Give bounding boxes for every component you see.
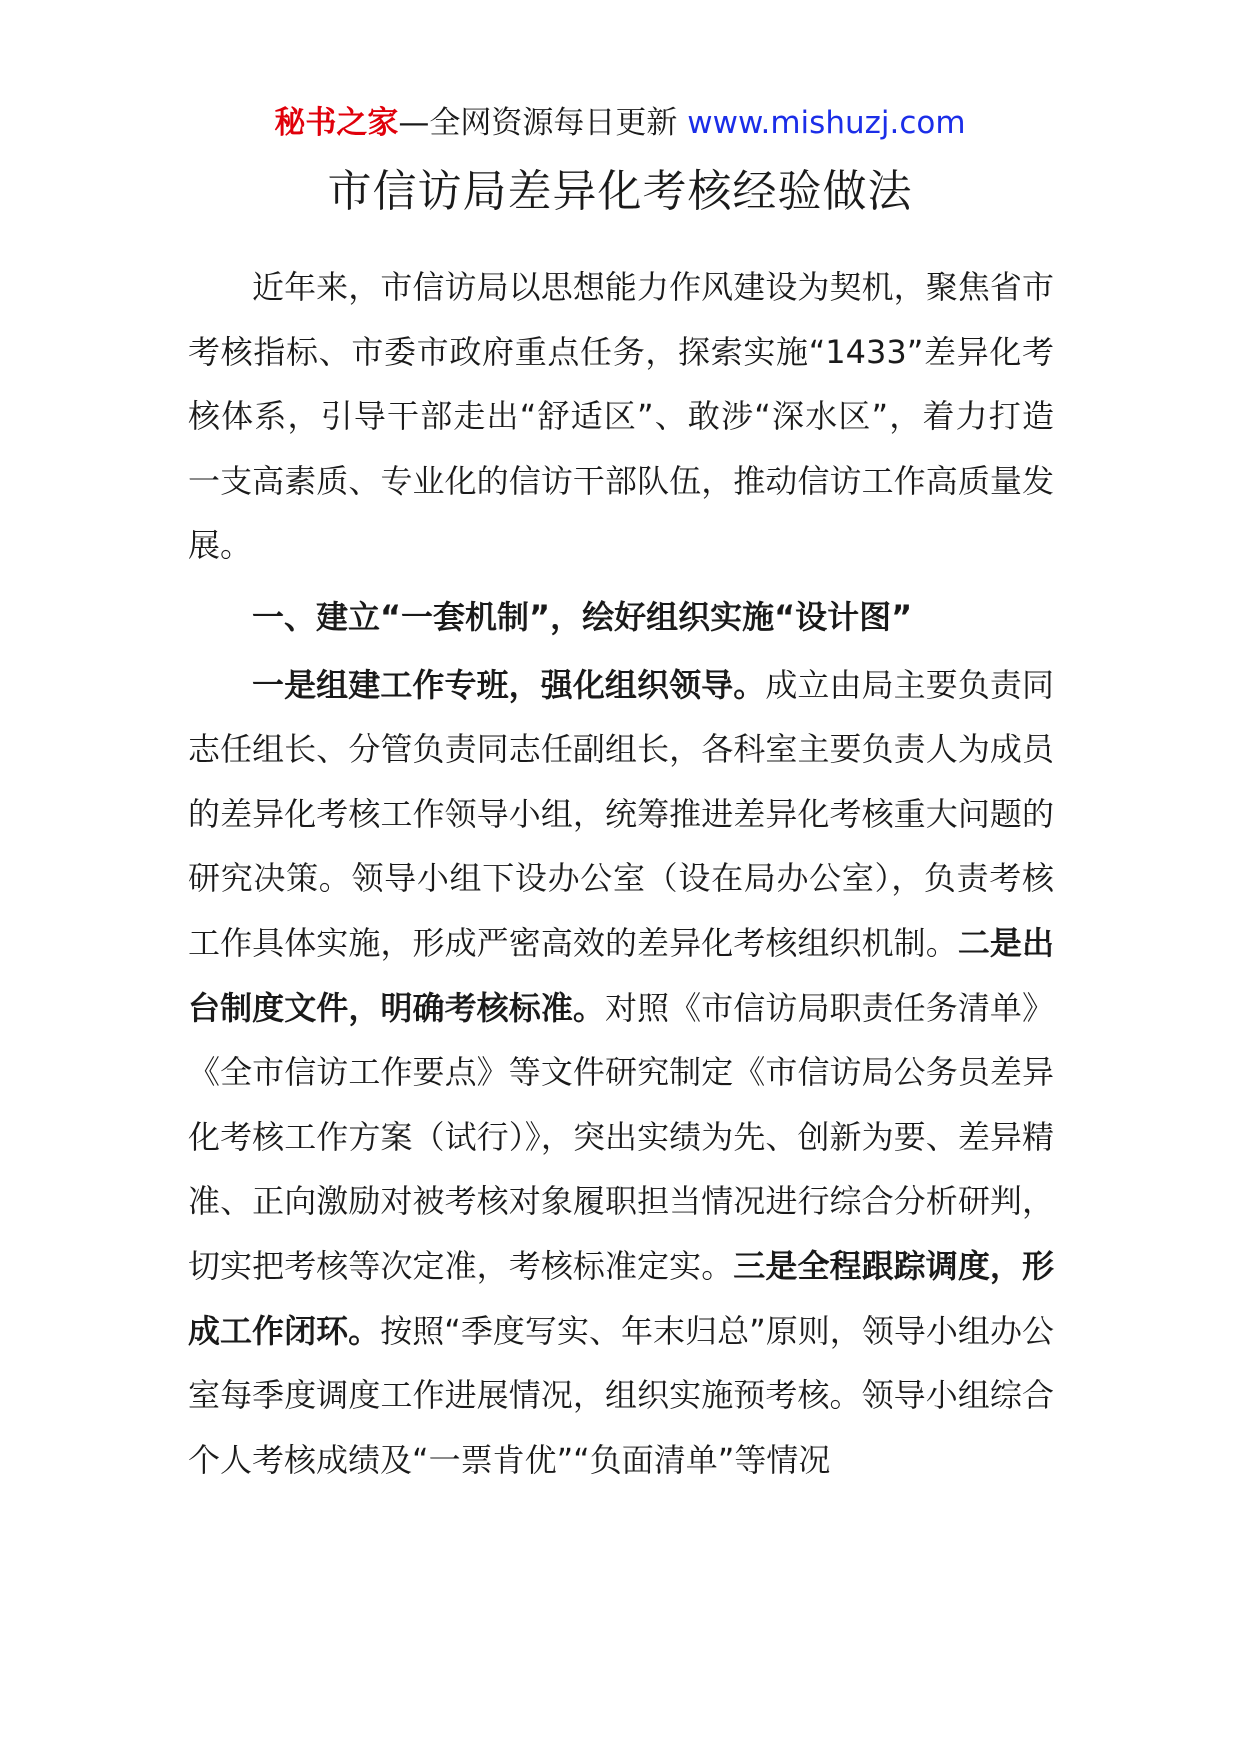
brand-name: 秘书之家 bbox=[274, 105, 399, 141]
document-body bbox=[188, 255, 1054, 1492]
point-text-3: 按照“季度写实、年末归总”原则，领导小组办公室每季度调度工作进展情况，组织实施预考核。领导小组综合个人考核成绩及“一票肯优”“负面清单”等情况 bbox=[188, 1311, 1054, 1479]
site-banner bbox=[0, 98, 1240, 148]
section-heading: 一、建立“一套机制”，绘好组织实施“设计图” bbox=[252, 597, 913, 636]
point-lead-1: 一是组建工作专班，强化组织领导。 bbox=[252, 665, 766, 704]
banner-slogan: —全网资源每日更新 bbox=[398, 105, 678, 141]
point-lead-3: 三是全程跟踪调度，形成工作闭环。 bbox=[188, 1246, 1054, 1350]
point-text-2: 对照《市信访局职责任务清单》《全市信访工作要点》等文件研究制定《市信访局公务员差异化考核工作方案（试行）》，突出实绩为先、创新为要、差异精准、正向激励对被考核对象履职担当情况进行综合分析研判，切实把考核等次定准，考核标准定实。 bbox=[188, 988, 1054, 1285]
document-title: 市信访局差异化考核经验做法 bbox=[327, 166, 913, 217]
section-paragraph bbox=[188, 653, 1054, 1493]
intro-paragraph: 近年来，市信访局以思想能力作风建设为契机，聚焦省市考核指标、市委市政府重点任务，探索实施“1433”差异化考核体系，引导干部走出“舒适区”、敢涉“深水区”，着力打造一支高素质、专业化的信访干部队伍，推动信访工作高质量发展。 bbox=[188, 268, 1054, 565]
point-text-1: 成立由局主要负责同志任组长、分管负责同志任副组长，各科室主要负责人为成员的差异化考核工作领导小组，统筹推进差异化考核重大问题的研究决策。领导小组下设办公室（设在局办公室），负责考核工作具体实施，形成严密高效的差异化考核组织机制。 bbox=[188, 665, 1054, 962]
point-lead-2: 二是出台制度文件，明确考核标准。 bbox=[188, 923, 1054, 1027]
site-url-link[interactable]: www.mishuzj.com bbox=[687, 105, 966, 141]
